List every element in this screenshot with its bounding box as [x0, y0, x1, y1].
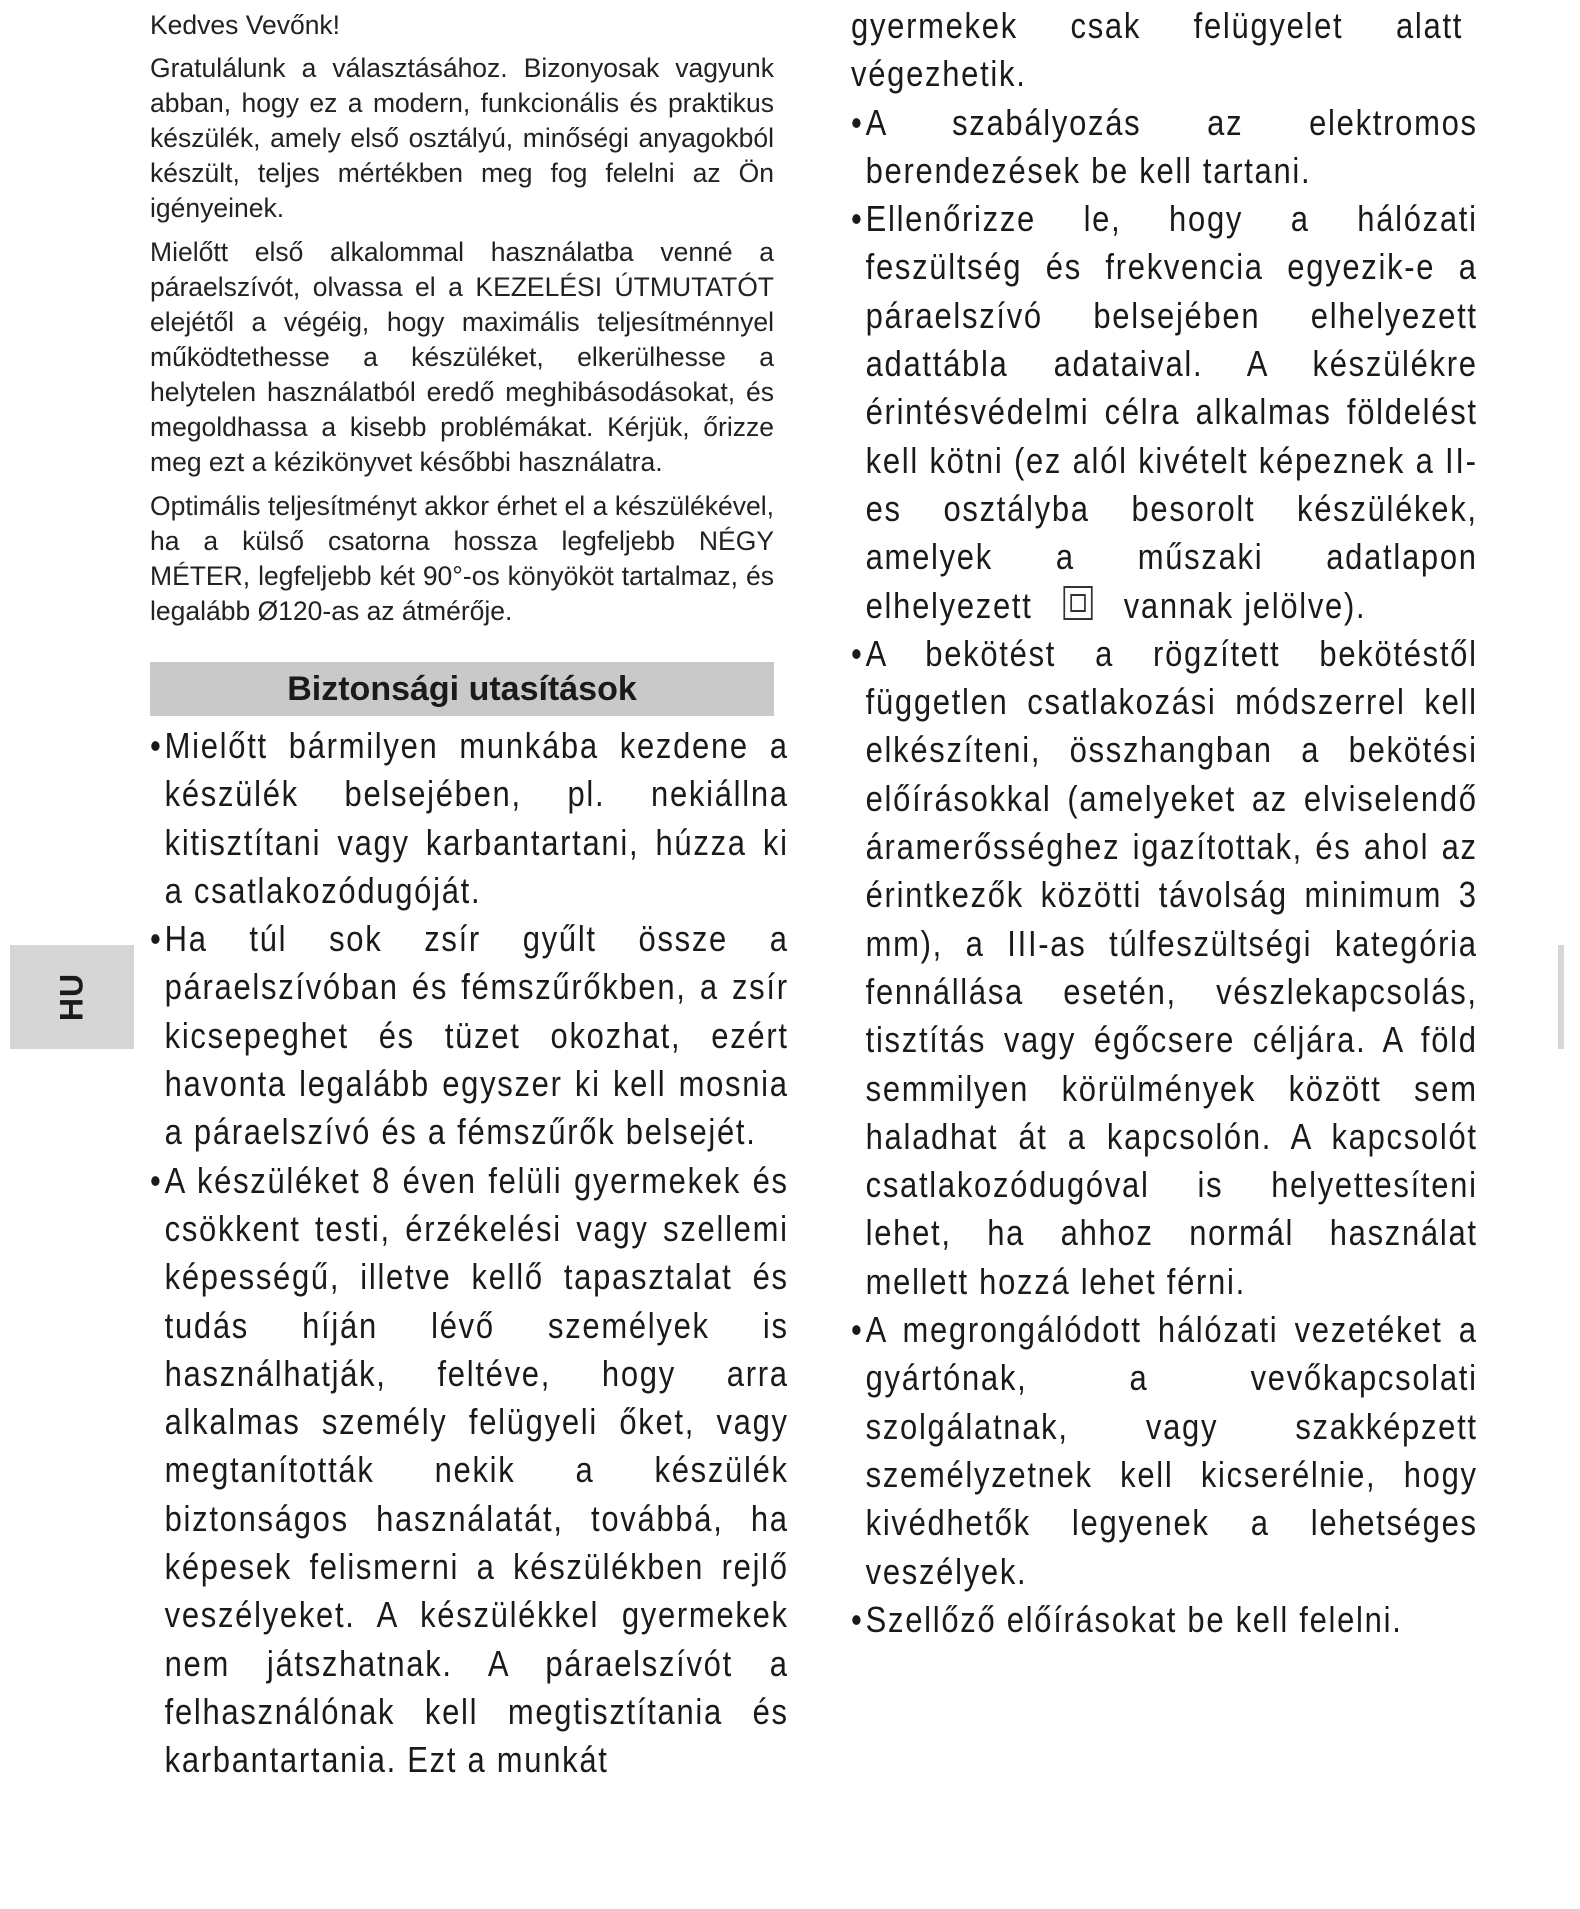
intro-paragraph: Gratulálunk a választásához. Bizonyosak vagyunk abban, hogy ez a modern, funkcionális és praktikus készülék, amely első osztályú, minőségi anyagokból készült, teljes mértékben meg fog felelni az Ön igényeinek. [150, 53, 774, 223]
safety-item: • A szabályozás az elektromos berendezések be kell tartani. [851, 99, 1478, 196]
section-heading: Biztonsági utasítások [150, 662, 774, 716]
safety-item-class2 [851, 195, 1478, 630]
continued-text: gyermekek csak felügyelet alatt végezhetik. [851, 5, 1464, 95]
intro-paragraph: Mielőtt első alkalommal használatba venné a páraelszívót, olvassa el a KEZELÉSI ÚTMUTATÓT elejétől a végéig, hogy maximális teljesítménnyel működtethesse a készüléket, elkerülhesse a helytelen használatból eredő meghibásodásokat, és megoldhassa a kisebb problémákat. Kérjük, őrizze meg ezt a kézikönyvet későbbi használatra. [150, 237, 774, 477]
greeting: Kedves Vevőnk! [150, 10, 341, 40]
safety-item-text-end: vannak jelölve). [1123, 584, 1367, 626]
safety-list-right [851, 99, 1478, 1645]
safety-item: • Ha túl sok zsír gyűlt össze a páraelszívóban és fémszűrőkben, a zsír kicsepeghet és tüzet okozhat, ezért havonta legalább egyszer ki kell mosnia a páraelszívó és a fémszűrők belsejét. [150, 915, 789, 1156]
safety-list-left [150, 722, 789, 1785]
right-column [851, 2, 1478, 1644]
language-tab [10, 945, 134, 1049]
safety-item: • Szellőző előírásokat be kell felelni. [851, 1596, 1478, 1644]
safety-item: • A készüléket 8 éven felüli gyermekek és csökkent testi, érzékelési vagy szellemi képességű, illetve kellő tapasztalat és tudás híján lévő személyek is használhatják, feltéve, hogy arra alkalmas személy felügyeli őket, vagy megtanították nekik a készülék biztonságos használatát, továbbá, ha képesek felismerni a készülékben rejlő veszélyeket. A készülékkel gyermekek nem játszhatnak. A páraelszívót a felhasználónak kell megtisztítania és karbantartania. Ezt a munkát [150, 1157, 789, 1785]
safety-item-text: Ellenőrizze le, hogy a hálózati feszültség és frekvencia egyezik-e a páraelszívó belsejében elhelyezett adattábla adataival. A készülékre érintésvédelmi célra alkalmas földelést kell kötni (ez alól kivételt képeznek a II-es osztályba besorolt készülékek, amelyek a műszaki adatlapon elhelyezett [865, 198, 1478, 626]
safety-item: • Mielőtt bármilyen munkába kezdene a készülék belsejében, pl. nekiállna kitisztítani vagy karbantartani, húzza ki a csatlakozódugóját. [150, 722, 789, 915]
language-code: HU [53, 972, 90, 1022]
double-square-icon [1064, 586, 1093, 620]
intro-section [150, 8, 774, 629]
intro-paragraph: Optimális teljesítményt akkor érhet el a készülékével, ha a külső csatorna hossza legfeljebb NÉGY MÉTER, legfeljebb két 90°-os könyököt tartalmaz, és legalább Ø120-as az átmérője. [150, 491, 774, 626]
safety-item: • A megrongálódott hálózati vezetéket a gyártónak, a vevőkapcsolati szolgálatnak, vagy szakképzett személyzetnek kell kicserélnie, hogy kivédhetők legyenek a lehetséges veszélyek. [851, 1306, 1478, 1596]
left-column [150, 0, 789, 1785]
page-edge-marker [1558, 945, 1564, 1049]
safety-item: • A bekötést a rögzített bekötéstől független csatlakozási módszerrel kell elkészíteni, összhangban a bekötési előírásokkal (amelyeket az elviselendő áramerősséghez igazítottak, és ahol az érintkezők közötti távolság minimum 3 mm), a III-as túlfeszültségi kategória fennállása esetén, vészlekapcsolás, tisztítás vagy égőcsere céljára. A föld semmilyen körülmények között sem haladhat át a kapcsolón. A kapcsolót csatlakozódugóval is helyettesíteni lehet, ha ahhoz normál használat mellett hozzá lehet férni. [851, 630, 1478, 1306]
